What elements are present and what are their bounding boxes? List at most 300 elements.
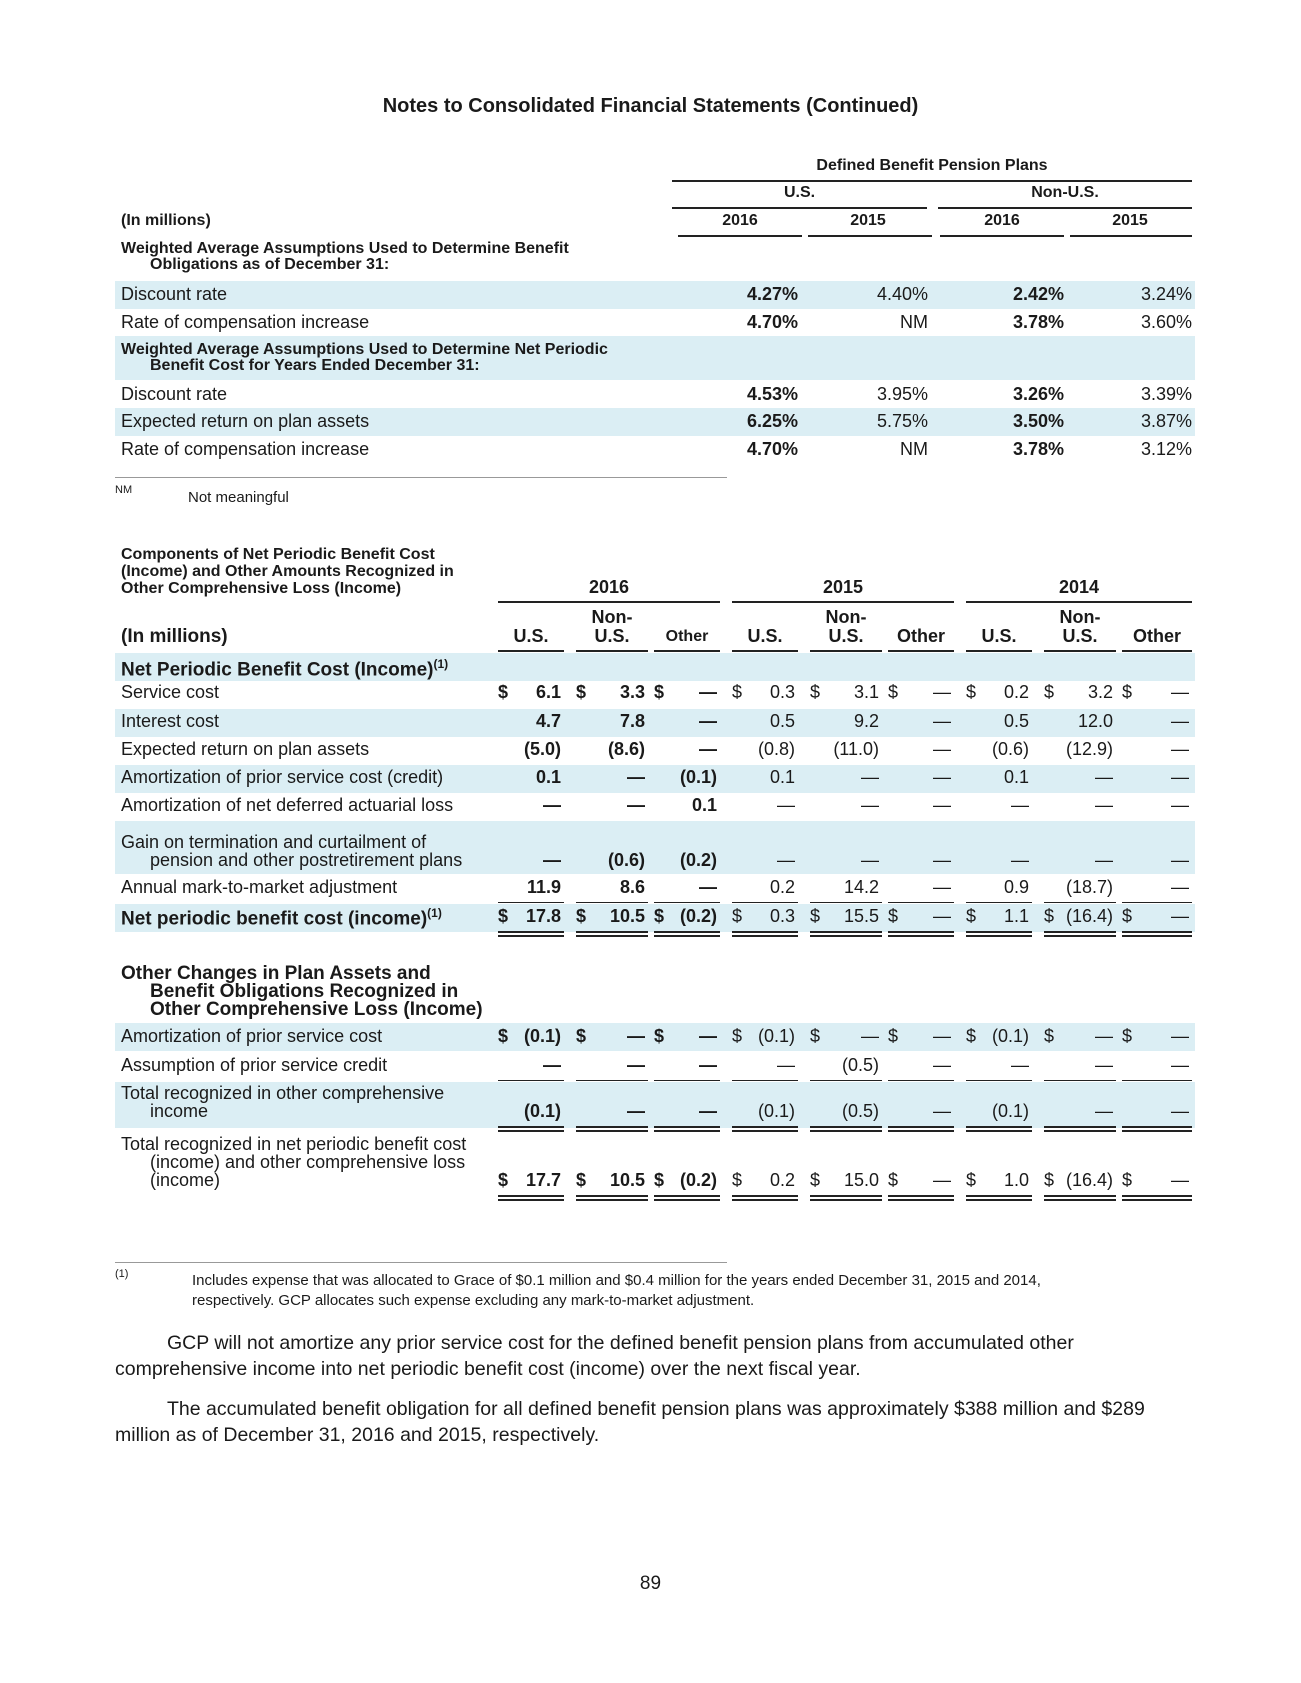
cell-rule	[810, 1126, 882, 1128]
cell: (0.6)	[607, 850, 645, 870]
row-label: Discount rate	[121, 384, 228, 404]
cell: —	[933, 1026, 951, 1046]
cell-rule	[576, 1126, 648, 1128]
cell-rule	[654, 1126, 720, 1128]
cell: NM	[900, 439, 928, 459]
row-label: Amortization of net deferred actuarial loss	[121, 795, 454, 815]
cell-rule	[810, 931, 882, 933]
cell-rule	[888, 931, 954, 933]
dollar-sign: $	[888, 682, 899, 702]
cell: —	[1095, 850, 1113, 870]
column-header: Other	[896, 626, 945, 646]
cell: 3.95%	[876, 384, 928, 404]
dollar-sign: $	[576, 1026, 587, 1046]
row-label: Interest cost	[121, 711, 220, 731]
dollar-sign: $	[810, 1026, 821, 1046]
cell: —	[1171, 1170, 1189, 1190]
nonus-header: Non-U.S.	[1031, 184, 1099, 201]
cell-rule	[654, 1130, 720, 1132]
row-label: Gain on termination and curtailment of	[121, 832, 427, 852]
cell: —	[543, 795, 561, 815]
cell: —	[1171, 767, 1189, 787]
page-number: 89	[639, 1573, 662, 1594]
dollar-sign: $	[498, 906, 509, 926]
non-label: Non-	[591, 607, 633, 627]
cell-rule	[654, 931, 720, 933]
cell-rule	[498, 1126, 564, 1128]
dollar-sign: $	[732, 1170, 743, 1190]
year-header: 2016	[722, 212, 758, 229]
dollar-sign: $	[576, 906, 587, 926]
cell-rule	[1122, 1199, 1192, 1201]
dollar-sign: $	[732, 906, 743, 926]
cell-rule	[1044, 1199, 1116, 1201]
cell: —	[1011, 1055, 1029, 1075]
cell-rule	[966, 1080, 1032, 1081]
cell: (0.5)	[841, 1101, 879, 1121]
cell: —	[1171, 877, 1189, 897]
cell-rule	[654, 1195, 720, 1197]
dollar-sign: $	[966, 906, 977, 926]
cell: —	[627, 1026, 645, 1046]
cell: 3.24%	[1140, 284, 1192, 304]
dollar-sign: $	[1122, 1026, 1133, 1046]
cell: —	[933, 850, 951, 870]
cell: (0.1)	[679, 767, 717, 787]
year-header: 2016	[588, 577, 630, 597]
cell-rule	[654, 935, 720, 937]
footnote-mark: NM	[115, 484, 133, 496]
cell-rule	[576, 1195, 648, 1197]
dollar-sign: $	[810, 682, 821, 702]
cell-rule	[732, 902, 798, 903]
column-header: Other	[665, 628, 709, 645]
row-label: Annual mark-to-market adjustment	[121, 877, 398, 897]
cell-rule	[576, 935, 648, 937]
cell: 15.0	[843, 1170, 879, 1190]
cell: —	[1171, 795, 1189, 815]
year-header: 2015	[1112, 212, 1148, 229]
cell: —	[699, 1026, 717, 1046]
cell: 1.1	[1003, 906, 1029, 926]
dollar-sign: $	[1122, 906, 1133, 926]
cell: 0.5	[769, 711, 795, 731]
footnote-text: Includes expense that was allocated to Grace of $0.1 million and $0.4 million for the years ended December 31, 2015 and 2014,	[192, 1272, 1041, 1289]
dollar-sign: $	[654, 1026, 665, 1046]
cell-rule	[966, 931, 1032, 933]
cell: —	[933, 906, 951, 926]
cell-rule	[732, 1126, 798, 1128]
cell: —	[933, 767, 951, 787]
cell-rule	[654, 902, 720, 903]
cell-rule	[1122, 1130, 1192, 1132]
cell-rule	[498, 1199, 564, 1201]
column-header: U.S.	[981, 626, 1017, 646]
cell: (0.1)	[523, 1101, 561, 1121]
cell: —	[777, 795, 795, 815]
cell-rule	[966, 1130, 1032, 1132]
cell-rule	[810, 1080, 882, 1081]
cell: —	[933, 711, 951, 731]
non-label: Non-	[825, 607, 867, 627]
cell: 0.2	[1003, 682, 1029, 702]
cell: 4.27%	[746, 284, 798, 304]
cell-rule	[576, 1130, 648, 1132]
cell: 0.2	[769, 877, 795, 897]
cell-rule	[576, 1080, 648, 1081]
section-heading: Other Changes in Plan Assets and	[121, 963, 431, 984]
cell: —	[933, 1055, 951, 1075]
cell-rule	[1044, 935, 1116, 937]
dollar-sign: $	[810, 1170, 821, 1190]
row-label: pension and other postretirement plans	[150, 850, 463, 870]
cell: 0.5	[1003, 711, 1029, 731]
cell: —	[861, 850, 879, 870]
dollar-sign: $	[966, 1026, 977, 1046]
cell-rule	[1122, 1080, 1192, 1081]
cell-rule	[576, 931, 648, 933]
cell: —	[777, 850, 795, 870]
cell-rule	[1044, 1130, 1116, 1132]
cell: —	[627, 767, 645, 787]
cell: —	[933, 877, 951, 897]
table-caption: (Income) and Other Amounts Recognized in	[121, 563, 454, 580]
units-label: (In millions)	[121, 212, 211, 229]
cell: 0.1	[691, 795, 717, 815]
cell: 3.26%	[1012, 384, 1064, 404]
year-header: 2015	[850, 212, 886, 229]
cell: (0.1)	[523, 1026, 561, 1046]
section-heading: Other Comprehensive Loss (Income)	[150, 999, 483, 1020]
cell: (0.1)	[757, 1101, 795, 1121]
body-paragraph: The accumulated benefit obligation for all defined benefit pension plans was approximately $388 million and $289 million as of December 31, 2016 and 2015, respectively.	[115, 1398, 1145, 1446]
body-paragraph: GCP will not amortize any prior service cost for the defined benefit pension plans from accumulated other comprehensive income into net periodic benefit cost (income) over the next fiscal year.	[115, 1332, 1074, 1380]
cell: 8.6	[619, 877, 645, 897]
section-heading: Benefit Cost for Years Ended December 31:	[150, 357, 480, 374]
footnote-text: Not meaningful	[188, 489, 289, 506]
cell-rule	[966, 935, 1032, 937]
cell: 3.12%	[1140, 439, 1192, 459]
year-header: 2016	[984, 212, 1020, 229]
cell: 9.2	[853, 711, 879, 731]
dollar-sign: $	[654, 1170, 665, 1190]
year-header: 2014	[1058, 577, 1100, 597]
cell: (0.2)	[679, 906, 717, 926]
cell: (12.9)	[1065, 739, 1113, 759]
cell-rule	[732, 935, 798, 937]
cell-rule	[1122, 1195, 1192, 1197]
section-heading: Benefit Obligations Recognized in	[150, 981, 459, 1002]
dollar-sign: $	[1122, 682, 1133, 702]
cell-rule	[576, 1199, 648, 1201]
cell-rule	[732, 1199, 798, 1201]
cell-rule	[732, 1080, 798, 1081]
dollar-sign: $	[654, 682, 665, 702]
dollar-sign: $	[498, 1026, 509, 1046]
cell: 17.7	[525, 1170, 561, 1190]
cell: 3.50%	[1012, 411, 1064, 431]
cell: 3.1	[853, 682, 879, 702]
dollar-sign: $	[654, 906, 665, 926]
row-label: Assumption of prior service credit	[121, 1055, 388, 1075]
cell: —	[1171, 1055, 1189, 1075]
cell: 0.9	[1003, 877, 1029, 897]
row-label: Total recognized in net periodic benefit cost	[121, 1134, 467, 1154]
cell-rule	[1044, 1080, 1116, 1081]
cell: (16.4)	[1065, 906, 1113, 926]
total-label-text: Net periodic benefit cost (income)	[121, 908, 428, 930]
cell-rule	[498, 902, 564, 903]
cell: —	[627, 795, 645, 815]
page-title: Notes to Consolidated Financial Statements (Continued)	[382, 95, 919, 117]
row-label: Service cost	[121, 682, 220, 702]
cell: 12.0	[1077, 711, 1113, 731]
cell-rule	[654, 1199, 720, 1201]
cell-rule	[810, 1130, 882, 1132]
cell-rule	[1122, 931, 1192, 933]
cell: 3.39%	[1140, 384, 1192, 404]
cell: (0.6)	[991, 739, 1029, 759]
cell: —	[933, 1170, 951, 1190]
footnote-mark: (1)	[115, 1268, 129, 1280]
dollar-sign: $	[888, 1170, 899, 1190]
dollar-sign: $	[732, 682, 743, 702]
cell: (0.5)	[841, 1055, 879, 1075]
cell: —	[1095, 767, 1113, 787]
column-header: U.S.	[594, 626, 630, 646]
cell-rule	[966, 1195, 1032, 1197]
dollar-sign: $	[576, 682, 587, 702]
cell: 3.3	[619, 682, 645, 702]
cell-rule	[1122, 902, 1192, 903]
cell: —	[1011, 850, 1029, 870]
cell: —	[1095, 1026, 1113, 1046]
cell: —	[1095, 1101, 1113, 1121]
dollar-sign: $	[966, 1170, 977, 1190]
cell-rule	[888, 1126, 954, 1128]
cell-rule	[888, 1130, 954, 1132]
cell: 4.7	[535, 711, 561, 731]
cell: —	[1171, 1101, 1189, 1121]
row-label: Expected return on plan assets	[121, 411, 370, 431]
cell-rule	[966, 1126, 1032, 1128]
row-label: Expected return on plan assets	[121, 739, 370, 759]
cell: 10.5	[609, 906, 645, 926]
row-label: Amortization of prior service cost	[121, 1026, 383, 1046]
cell-rule	[1044, 1126, 1116, 1128]
cell: 4.53%	[746, 384, 798, 404]
cell-rule	[888, 1199, 954, 1201]
cell: 14.2	[843, 877, 879, 897]
cell: —	[1011, 795, 1029, 815]
cell: (0.1)	[991, 1101, 1029, 1121]
table-caption: Other Comprehensive Loss (Income)	[121, 580, 402, 597]
dollar-sign: $	[888, 1026, 899, 1046]
section-heading: Weighted Average Assumptions Used to Determine Benefit	[121, 240, 569, 257]
cell: —	[777, 1055, 795, 1075]
dollar-sign: $	[576, 1170, 587, 1190]
cell: (5.0)	[523, 739, 561, 759]
cell: 3.60%	[1140, 312, 1192, 332]
units-label: (In millions)	[121, 626, 228, 647]
cell: 6.25%	[746, 411, 798, 431]
column-header: U.S.	[1062, 626, 1098, 646]
cell: —	[699, 1101, 717, 1121]
cell: —	[699, 739, 717, 759]
column-header: Other	[1132, 626, 1181, 646]
section-heading: Weighted Average Assumptions Used to Determine Net Periodic	[121, 341, 608, 358]
cell-rule	[1044, 902, 1116, 903]
row-label: Rate of compensation increase	[121, 439, 370, 459]
cell: —	[699, 682, 717, 702]
cell-rule	[888, 935, 954, 937]
cell: (0.2)	[679, 1170, 717, 1190]
cell-rule	[1122, 1126, 1192, 1128]
cell-rule	[810, 935, 882, 937]
cell-rule	[888, 1195, 954, 1197]
cell: —	[699, 1055, 717, 1075]
cell: 3.87%	[1140, 411, 1192, 431]
cell: —	[861, 1026, 879, 1046]
cell-rule	[810, 1199, 882, 1201]
row-label: (income)	[150, 1170, 221, 1190]
cell: (11.0)	[833, 739, 879, 759]
cell: —	[1095, 795, 1113, 815]
table-caption: Components of Net Periodic Benefit Cost	[121, 546, 435, 563]
cell-rule	[1044, 1195, 1116, 1197]
us-header: U.S.	[783, 184, 816, 201]
cell: —	[1171, 1026, 1189, 1046]
cell: —	[933, 1101, 951, 1121]
dollar-sign: $	[498, 1170, 509, 1190]
dollar-sign: $	[732, 1026, 743, 1046]
cell: —	[933, 795, 951, 815]
row-label: Rate of compensation increase	[121, 312, 370, 332]
cell: 4.40%	[876, 284, 928, 304]
non-label: Non-	[1059, 607, 1101, 627]
cell-rule	[498, 931, 564, 933]
cell: —	[627, 1101, 645, 1121]
cell: (8.6)	[607, 739, 645, 759]
cell: —	[543, 1055, 561, 1075]
cell: 4.70%	[746, 439, 798, 459]
cell-rule	[966, 1199, 1032, 1201]
cell: —	[1095, 1055, 1113, 1075]
cell: 17.8	[525, 906, 561, 926]
dollar-sign: $	[810, 906, 821, 926]
cell: 0.3	[769, 682, 795, 702]
cell-rule	[732, 1195, 798, 1197]
cell-rule	[498, 1130, 564, 1132]
dollar-sign: $	[1044, 682, 1055, 702]
dollar-sign: $	[1044, 906, 1055, 926]
cell-rule	[576, 902, 648, 903]
footnote-text: respectively. GCP allocates such expense excluding any mark-to-market adjustment.	[192, 1292, 755, 1309]
cell: 2.42%	[1012, 284, 1064, 304]
row-label: income	[150, 1101, 209, 1121]
cell: 3.2	[1087, 682, 1113, 702]
cell: 10.5	[609, 1170, 645, 1190]
cell: —	[1171, 850, 1189, 870]
row-label: Amortization of prior service cost (credit)	[121, 767, 444, 787]
cell: 5.75%	[876, 411, 928, 431]
cell: (16.4)	[1065, 1170, 1113, 1190]
cell-rule	[888, 1080, 954, 1081]
cell: (0.8)	[757, 739, 795, 759]
cell-rule	[498, 1195, 564, 1197]
row-label: Discount rate	[121, 284, 228, 304]
cell: —	[699, 711, 717, 731]
cell-rule	[498, 1080, 564, 1081]
cell: 0.1	[769, 767, 795, 787]
cell-rule	[732, 931, 798, 933]
dollar-sign: $	[1122, 1170, 1133, 1190]
column-header: U.S.	[828, 626, 864, 646]
cell: 4.70%	[746, 312, 798, 332]
column-header: U.S.	[513, 626, 549, 646]
cell: —	[933, 682, 951, 702]
cell-rule	[654, 1080, 720, 1081]
footnote-ref: (1)	[427, 906, 442, 920]
cell-rule	[810, 902, 882, 903]
year-header: 2015	[822, 577, 864, 597]
cell: 0.2	[769, 1170, 795, 1190]
cell: —	[1171, 906, 1189, 926]
section-title: Net Periodic Benefit Cost (Income)	[121, 659, 434, 681]
cell-rule	[1122, 935, 1192, 937]
cell: (0.1)	[991, 1026, 1029, 1046]
column-header: U.S.	[747, 626, 783, 646]
cell-rule	[810, 1195, 882, 1197]
cell-rule	[732, 1130, 798, 1132]
cell: —	[1171, 739, 1189, 759]
cell: NM	[900, 312, 928, 332]
section-heading: Obligations as of December 31:	[150, 256, 390, 273]
row-label: (income) and other comprehensive loss	[150, 1152, 466, 1172]
cell: 0.1	[535, 767, 561, 787]
cell: 6.1	[535, 682, 561, 702]
cell: 3.78%	[1012, 312, 1064, 332]
cell: —	[861, 767, 879, 787]
cell: —	[699, 877, 717, 897]
cell: —	[861, 795, 879, 815]
cell: 15.5	[843, 906, 879, 926]
cell-rule	[1044, 931, 1116, 933]
cell: 0.1	[1003, 767, 1029, 787]
cell: (0.2)	[679, 850, 717, 870]
dollar-sign: $	[498, 682, 509, 702]
group-header: Defined Benefit Pension Plans	[816, 157, 1048, 174]
cell: —	[1171, 682, 1189, 702]
cell: —	[543, 850, 561, 870]
footnote-ref: (1)	[433, 657, 449, 671]
dollar-sign: $	[1044, 1170, 1055, 1190]
dollar-sign: $	[888, 906, 899, 926]
cell: —	[933, 739, 951, 759]
dollar-sign: $	[1044, 1026, 1055, 1046]
cell: 11.9	[526, 877, 561, 897]
cell-rule	[888, 902, 954, 903]
cell: 1.0	[1003, 1170, 1029, 1190]
cell: —	[1171, 711, 1189, 731]
cell-rule	[966, 902, 1032, 903]
dollar-sign: $	[966, 682, 977, 702]
total-label	[121, 906, 442, 930]
cell: (0.1)	[757, 1026, 795, 1046]
section-heading	[121, 657, 448, 681]
cell: 0.3	[769, 906, 795, 926]
cell-rule	[498, 935, 564, 937]
